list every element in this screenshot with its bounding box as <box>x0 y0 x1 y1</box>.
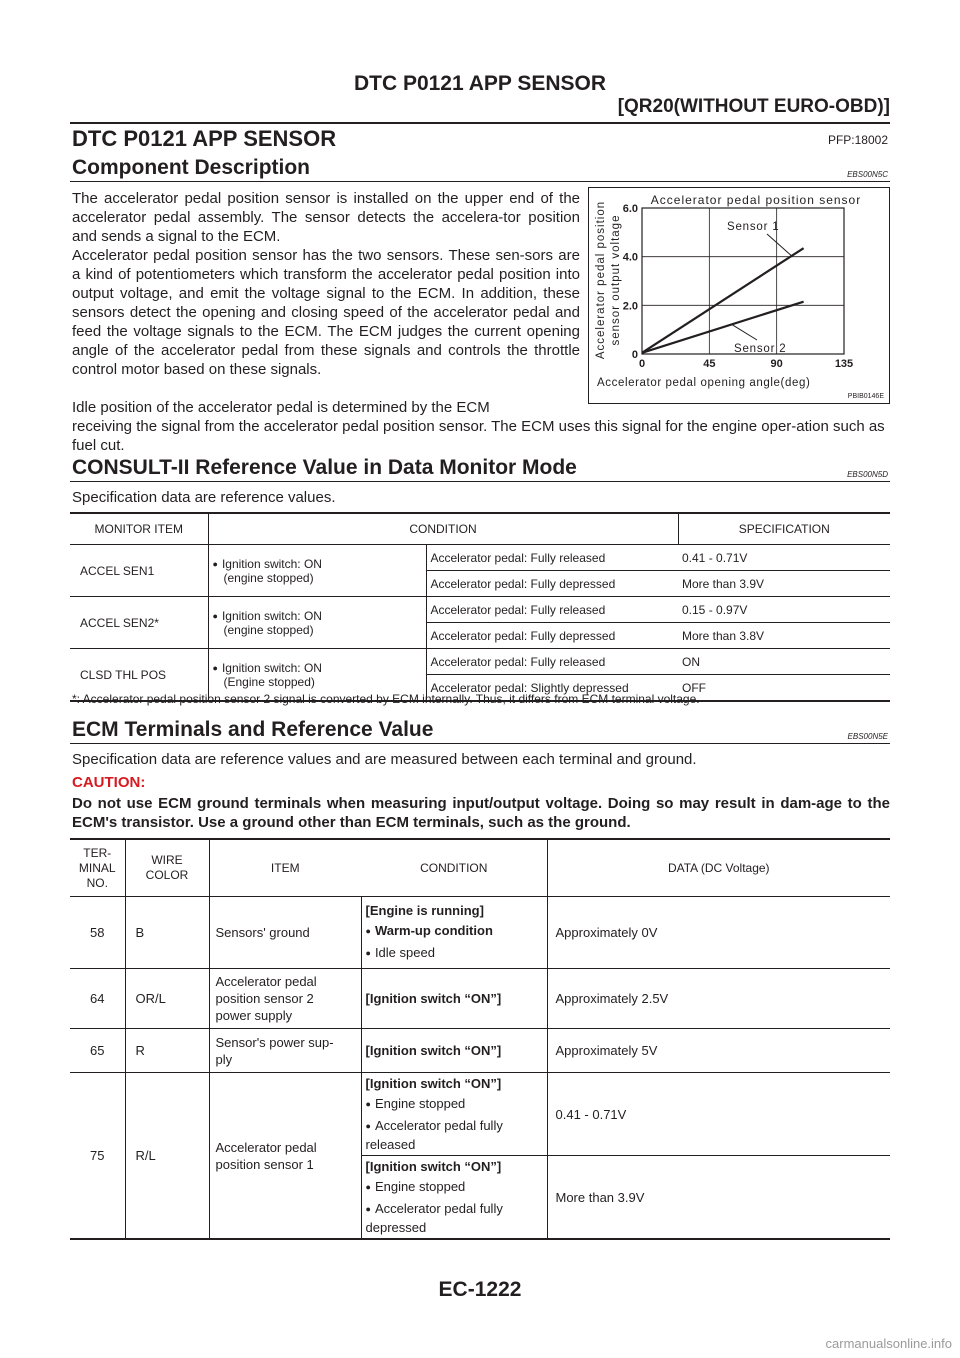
x-tick-label: 90 <box>770 358 783 370</box>
page-header-subtitle: [QR20(WITHOUT EURO-OBD)] <box>617 96 890 117</box>
bullet-text: ● Accelerator pedal fully depressed <box>366 1201 503 1235</box>
data-value: Approximately 5V <box>547 1029 890 1073</box>
chart-ylabel-1: Accelerator pedal position <box>595 200 607 360</box>
sub-condition: Accelerator pedal: Slightly depressed <box>426 675 678 702</box>
spec-value: ON <box>678 649 890 675</box>
header-line: WIRE <box>151 853 183 867</box>
col-data: DATA (DC Voltage) <box>547 839 890 897</box>
item-line: position sensor 2 <box>215 991 314 1006</box>
figure-id: PBIB0146E <box>847 393 884 400</box>
y-tick-label: 2.0 <box>622 300 638 313</box>
ecm-terminal-table <box>70 838 890 1240</box>
bullet-text: ● Ignition switch: ON <box>213 661 322 675</box>
condition-cell <box>208 597 426 649</box>
spec-value: More than 3.9V <box>678 571 890 597</box>
heading-rule <box>70 181 890 182</box>
wire-color: R/L <box>125 1073 209 1240</box>
condition-cell: [Ignition switch “ON”] <box>361 969 547 1029</box>
col-specification: SPECIFICATION <box>678 513 890 545</box>
leader-line <box>767 234 792 256</box>
sensor-chart <box>589 188 889 403</box>
table-row <box>70 649 890 675</box>
leader-line <box>732 324 757 340</box>
component-description-code: EBS00N5C <box>847 170 888 179</box>
condition-line: [Ignition switch “ON”] <box>365 1159 502 1174</box>
page-number: EC-1222 <box>438 1278 522 1301</box>
table-row <box>70 1073 890 1156</box>
x-tick-label: 135 <box>834 358 854 370</box>
item-line: Accelerator pedal <box>215 1139 317 1155</box>
bullet-text: ● Warm-up condition <box>366 923 493 938</box>
table-row <box>70 1029 890 1073</box>
y-tick-label: 4.0 <box>622 251 638 264</box>
ecm-heading: ECM Terminals and Reference Value <box>72 718 434 741</box>
data-value: 0.41 - 0.71V <box>547 1073 890 1156</box>
consult-table <box>70 512 890 702</box>
condition-line: (engine stopped) <box>223 570 314 585</box>
spec-value: More than 3.8V <box>678 623 890 649</box>
condition-cell: [Ignition switch “ON”] <box>361 1029 547 1073</box>
col-condition: CONDITION <box>208 513 678 545</box>
condition-cell <box>361 897 547 969</box>
sub-condition: Accelerator pedal: Fully released <box>426 597 678 623</box>
component-para-3b: receiving the signal from the accelerator pedal position sensor. The ECM uses this signal for the engine oper-ation such as fuel cut. <box>72 418 885 454</box>
terminal-no: 64 <box>70 969 125 1029</box>
item-cell <box>209 969 361 1029</box>
bullet-text: ● Ignition switch: ON <box>213 557 322 571</box>
bullet-text: ● Engine stopped <box>366 1179 466 1194</box>
sub-condition: Accelerator pedal: Fully released <box>426 545 678 571</box>
ecm-code: EBS00N5E <box>847 732 888 741</box>
condition-line: (engine stopped) <box>223 622 314 637</box>
item-cell: Sensors' ground <box>209 897 361 969</box>
part-number: PFP:18002 <box>827 133 888 147</box>
chart-title: Accelerator pedal position sensor <box>650 193 862 207</box>
chart-ylabel-2: sensor output voltage <box>610 214 622 346</box>
data-value: More than 3.9V <box>547 1156 890 1240</box>
series-line-1 <box>642 248 804 353</box>
component-para-3a: Idle position of the accelerator pedal is determined by the ECM <box>72 399 490 416</box>
watermark: carmanualsonline.info <box>825 1336 952 1351</box>
caution-text: Do not use ECM ground terminals when measuring input/output voltage. Doing so may result in dam-age to the ECM's transistor. Use a ground other than ECM terminals, such as the ground. <box>72 795 890 831</box>
caution-label: CAUTION: <box>72 774 146 791</box>
sub-condition: Accelerator pedal: Fully depressed <box>426 623 678 649</box>
monitor-item: ACCEL SEN2* <box>70 597 208 649</box>
bullet-text: ● Idle speed <box>366 945 435 960</box>
col-item: ITEM <box>209 839 361 897</box>
consult-footnote: *: Accelerator pedal position sensor 2 signal is converted by ECM internally. Thus, it differs from ECM terminal voltage. <box>72 692 700 706</box>
bullet-text: ● Ignition switch: ON <box>213 609 322 623</box>
table-row <box>70 545 890 571</box>
table-row <box>70 969 890 1029</box>
item-line: Sensor's power sup- <box>215 1034 334 1050</box>
condition-cell <box>361 1156 547 1240</box>
table-header-row <box>70 839 890 897</box>
item-line: ply <box>215 1051 233 1067</box>
item-cell <box>209 1029 361 1073</box>
table-row <box>70 897 890 969</box>
col-wire-color <box>125 839 209 897</box>
sub-condition: Accelerator pedal: Fully depressed <box>426 571 678 597</box>
x-tick-label: 0 <box>638 358 646 370</box>
table-header-row <box>70 513 890 545</box>
heading-rule <box>70 481 890 482</box>
spec-value: 0.15 - 0.97V <box>678 597 890 623</box>
chart-xlabel: Accelerator pedal opening angle(deg) <box>597 377 811 389</box>
wire-color: R <box>125 1029 209 1073</box>
wire-color: B <box>125 897 209 969</box>
consult-heading: CONSULT-II Reference Value in Data Monitor Mode <box>72 456 577 479</box>
condition-cell <box>208 545 426 597</box>
terminal-no: 65 <box>70 1029 125 1073</box>
sub-condition: Accelerator pedal: Fully released <box>426 649 678 675</box>
bullet-text: ● Engine stopped <box>366 1096 466 1111</box>
wire-color: OR/L <box>125 969 209 1029</box>
page-header-title: DTC P0121 APP SENSOR <box>353 72 607 95</box>
series-label-sensor-1: Sensor 1 <box>727 221 780 233</box>
y-tick-label: 0 <box>631 349 638 361</box>
header-line: COLOR <box>145 868 189 882</box>
condition-cell <box>361 1073 547 1156</box>
heading-rule <box>70 743 890 744</box>
condition-line: [Ignition switch “ON”] <box>365 1076 502 1091</box>
condition-line: [Engine is running] <box>365 903 484 918</box>
series-label-sensor-2: Sensor 2 <box>734 343 787 355</box>
condition-line: (Engine stopped) <box>223 674 315 689</box>
spec-value: 0.41 - 0.71V <box>678 545 890 571</box>
consult-code: EBS00N5D <box>847 470 888 479</box>
header-rule <box>70 122 890 124</box>
section-title: DTC P0121 APP SENSOR <box>72 126 337 151</box>
consult-intro: Specification data are reference values. <box>72 489 336 506</box>
col-monitor-item: MONITOR ITEM <box>70 513 208 545</box>
data-value: Approximately 2.5V <box>547 969 890 1029</box>
x-tick-label: 45 <box>703 358 716 370</box>
header-line: NO. <box>86 875 108 890</box>
ecm-intro: Specification data are reference values and are measured between each terminal and ground. <box>72 751 697 768</box>
item-line: position sensor 1 <box>215 1156 314 1172</box>
monitor-item: ACCEL SEN1 <box>70 545 208 597</box>
component-description-heading: Component Description <box>72 156 311 179</box>
monitor-item: CLSD THL POS <box>70 649 208 702</box>
item-cell <box>209 1073 361 1240</box>
table-row <box>70 597 890 623</box>
data-value: Approximately 0V <box>547 897 890 969</box>
component-para-1: The accelerator pedal position sensor is installed on the upper end of the accelerator pedal assembly. The sensor detects the accelera-tor position and sends a signal to the ECM. <box>72 190 580 245</box>
col-terminal-no <box>70 839 125 897</box>
col-condition: CONDITION <box>361 839 547 897</box>
sensor-chart-figure <box>588 187 890 404</box>
component-para-2: Accelerator pedal position sensor has the two sensors. These sen-sors are a kind of potentiometers which transform the accelerator pedal position into output voltage, and emit the voltage signal to the ECM. In addition, these sensors detect the opening and closing speed of the accelerator pedal and feed the voltage signals to the ECM. The ECM judges the current opening angle of the accelerator pedal from these signals and controls the throttle control motor based on these signals. <box>72 247 580 378</box>
bullet-text: ● Accelerator pedal fully released <box>366 1118 503 1152</box>
y-tick-label: 6.0 <box>622 203 638 215</box>
terminal-no: 75 <box>70 1073 125 1240</box>
spec-value: OFF <box>678 675 890 702</box>
header-line: MINAL <box>78 860 116 875</box>
item-line: power supply <box>215 1008 293 1023</box>
item-line: Accelerator pedal <box>215 974 317 989</box>
terminal-no: 58 <box>70 897 125 969</box>
header-line: TER- <box>83 845 112 860</box>
